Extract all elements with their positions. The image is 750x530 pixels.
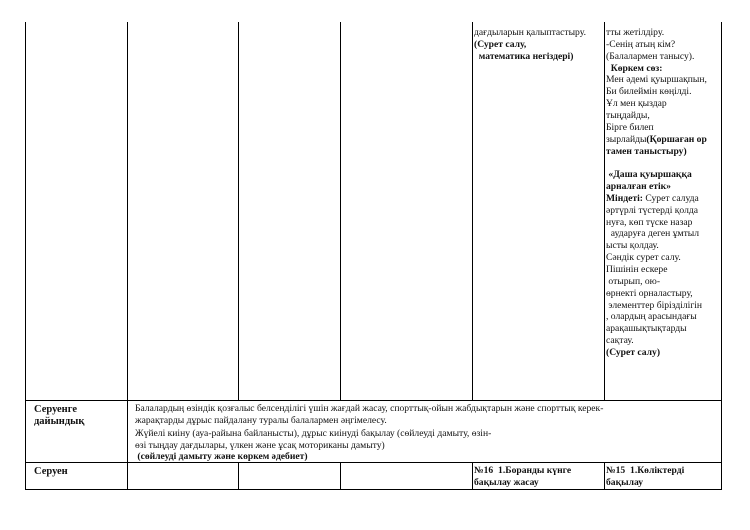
table-col-divider [340, 22, 341, 400]
col6-line [606, 51, 694, 63]
seruenge-text-line: (сөйлеуді дамыту және көркем әдебиет) [135, 451, 308, 462]
col6-line [606, 264, 667, 276]
seruen-col6-line: бақылау [606, 477, 644, 488]
col6-line-text: нуға, көп түске назар [606, 216, 693, 228]
seruenge-text-line: жарақтарды дұрыс пайдалану туралы балалармен әңгімелесу. [135, 415, 387, 426]
col6-line [606, 27, 664, 39]
col6-line-text: Ұл мен қыздар [606, 98, 667, 110]
table-border-bottom [25, 489, 722, 490]
col6-line [606, 122, 654, 134]
col6-line [606, 323, 687, 335]
col6-line [606, 300, 702, 312]
col6-line-text: зырлайды [606, 133, 647, 145]
col5-line: математика негіздері) [474, 51, 574, 62]
col6-line [606, 205, 698, 217]
table-col-divider [472, 22, 473, 400]
col6-line-text: Мен әдемі қуыршақпын, [606, 74, 707, 86]
col6-line-text: Көркем сөз: [606, 62, 663, 74]
col6-line-text: тамен таныстыру) [606, 145, 687, 157]
row-label-seruen: Серуен [34, 466, 68, 477]
col6-line-text: Пішінін ескере [606, 264, 668, 275]
col6-line [606, 288, 693, 300]
col6-line [606, 193, 699, 205]
col6-line-text: тты жетілдіру. [606, 27, 665, 38]
col6-line-text: Би билеймін көңілді. [606, 86, 692, 98]
table-col-divider [472, 462, 473, 490]
col6-line-text: Міндеті: [606, 192, 643, 204]
col6-line-text: «Даша қуыршаққа [606, 169, 692, 181]
table-col-divider [238, 22, 239, 400]
col5-line: (Сурет салу, [474, 39, 527, 50]
table-col-divider [604, 462, 605, 490]
col6-line-text: өрнекті орналастыру, [606, 287, 693, 299]
col6-line [606, 181, 671, 193]
col6-line [606, 228, 699, 240]
table-row-divider [25, 462, 722, 463]
col6-line [606, 276, 660, 288]
seruen-col5-line: №16 1.Боранды күнге [474, 465, 572, 476]
col6-line [606, 252, 681, 264]
col6-line [606, 240, 659, 252]
col6-line-text: -Сенің атың кім? [606, 38, 676, 50]
seruenge-text-line: өзі тыңдау дағдылары, үлкен және ұсақ моториканы дамыту) [135, 440, 385, 451]
col6-line [606, 98, 667, 110]
col6-line-text: (Балалармен танысу). [606, 50, 695, 62]
col6-line-text: арақашықтықтарды [606, 323, 687, 335]
table-border-right [721, 22, 722, 490]
table-col-divider [604, 22, 605, 400]
col6-line-text: тыңдайды, [606, 109, 650, 121]
table-col-divider [238, 462, 239, 490]
row-label-seruenge-line2: дайындық [34, 416, 85, 427]
table-border-left [25, 22, 26, 490]
col6-line-text: отырып, ою- [606, 275, 661, 287]
col6-line-text: аударуға деген ұмтыл [606, 228, 699, 240]
col6-line [606, 39, 675, 51]
col6-line-text: Сәндік сурет салу. [606, 252, 681, 264]
col6-line [606, 86, 692, 98]
table-row-divider [25, 400, 722, 401]
seruen-col6-line: №15 1.Көліктерді [606, 465, 685, 476]
col6-line-bold-tail: (Қоршаған ор [646, 133, 707, 145]
col6-line-text: арналған етік» [606, 181, 671, 193]
col6-line [606, 347, 660, 359]
col6-line-text: Бірге билеп [606, 121, 654, 133]
col6-line [606, 311, 697, 323]
table-col-divider [127, 22, 128, 490]
col6-line [606, 134, 707, 146]
row-label-seruenge-line1: Серуенге [34, 404, 77, 415]
col6-line-tail: Сурет салуда [642, 192, 699, 204]
col6-line [606, 74, 707, 86]
seruenge-text-line: Жүйелі киіну (ауа-райына байланысты), дұрыс киінуді бақылау (сөйлеуді дамыту, өзін- [135, 428, 492, 439]
col6-line-text: сақтау. [606, 335, 634, 347]
col6-line-text: (Сурет салу) [606, 346, 661, 358]
table-col-divider [340, 462, 341, 490]
col6-line [606, 335, 634, 347]
col6-line [606, 110, 650, 122]
seruenge-text-line: Балалардың өзіндік қозғалыс белсенділігі үшін жағдай жасау, спорттық-ойын жабдықтарын және спорттық керек- [135, 403, 604, 414]
col6-line [606, 169, 692, 181]
col6-line-text: ысты қолдау. [606, 240, 659, 252]
col6-line [606, 146, 687, 158]
col6-line [606, 63, 662, 75]
col6-line-text: элементтер бірізділігін [606, 299, 703, 311]
col5-line: дағдыларын қалыптастыру. [474, 27, 586, 38]
col6-line [606, 217, 692, 229]
col6-line-text: , олардың арасындағы [606, 311, 697, 323]
col6-line-text: әртүрлі түстерді қолда [606, 204, 699, 216]
seruen-col5-line: бақылау жасау [474, 477, 539, 488]
